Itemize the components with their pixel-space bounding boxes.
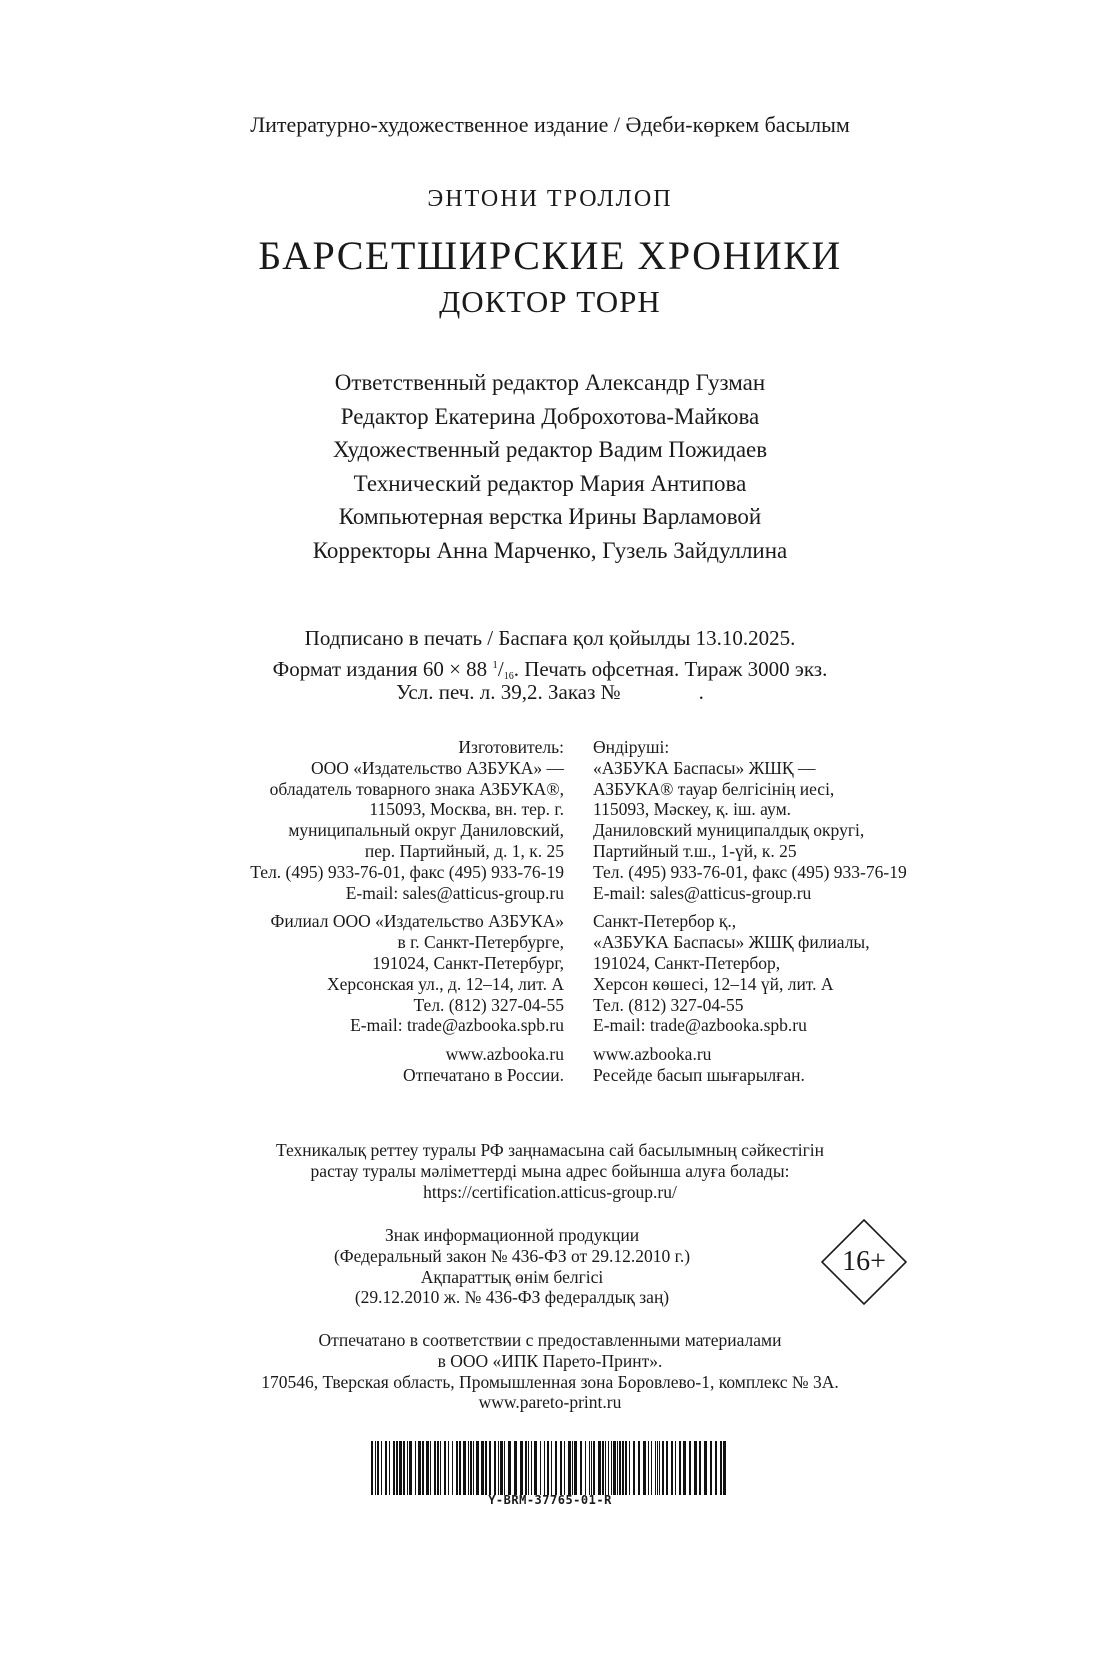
info-mark-line: Знак информационной продукции (384, 1225, 640, 1245)
barcode-bar (572, 1441, 573, 1495)
barcode-bar (613, 1441, 616, 1495)
barcode-bar (498, 1441, 499, 1495)
barcode-bar (463, 1441, 466, 1495)
barcode-bar (531, 1441, 532, 1495)
barcode-bar (710, 1441, 712, 1495)
branch-ru-line: Филиал ООО «Издательство АЗБУКА» (270, 911, 564, 932)
barcode-bar (399, 1441, 402, 1495)
format-denominator: 16 (503, 671, 514, 682)
barcode-bar (459, 1441, 461, 1495)
format-suffix: . Печать офсетная. Тираж 3000 экз. (513, 657, 828, 681)
branch-kz-line: «АЗБУКА Баспасы» ЖШҚ филиалы, (593, 932, 870, 953)
barcode-bar (683, 1441, 686, 1495)
barcode-bar (675, 1441, 676, 1495)
barcode-bar (720, 1441, 722, 1495)
barcode-bar (551, 1441, 552, 1495)
barcode-bar (591, 1441, 592, 1495)
barcode (371, 1441, 728, 1495)
format-prefix: Формат издания 60 × 88 (272, 657, 488, 681)
barcode-bar (694, 1441, 697, 1495)
barcode-bar (679, 1441, 681, 1495)
series-title: БАРСЕТШИРСКИЕ ХРОНИКИ (258, 233, 842, 278)
manufacturer-ru-line: Тел. (495) 933-76-01, факс (495) 933-76-19 (250, 861, 564, 882)
barcode-bar (585, 1441, 586, 1495)
manufacturer-ru-line: E-mail: sales@atticus-group.ru (345, 882, 564, 903)
manufacturer-kz-line: Өндіруші: (593, 737, 670, 757)
barcode-bar (568, 1441, 571, 1495)
branch-ru-line: в г. Санкт-Петербурге, (397, 932, 564, 953)
barcode-bar (393, 1441, 395, 1495)
barcode-bar (481, 1441, 484, 1495)
barcode-bar (659, 1441, 660, 1495)
barcode-bar (385, 1441, 387, 1495)
barcode-bar (602, 1441, 604, 1495)
certification-url: https://certification.atticus-group.ru/ (423, 1181, 677, 1202)
barcode-bar (651, 1441, 652, 1495)
credit-line: Ответственный редактор Александр Гузман (334, 370, 766, 395)
barcode-bar (371, 1441, 373, 1495)
barcode-bar (671, 1441, 673, 1495)
printer-line: 170546, Тверская область, Промышленная зона Боровлево-1, комплекс № 3А. (261, 1371, 839, 1392)
barcode-bar (476, 1441, 479, 1495)
format-line (0, 652, 1100, 682)
format-numerator: 1 (492, 659, 498, 671)
barcode-bar (534, 1441, 537, 1495)
manufacturer-ru-line: Изготовитель: (458, 737, 564, 757)
manufacturer-kz-line: Тел. (495) 933-76-01, факс (495) 933-76-19 (593, 861, 907, 882)
print-info (0, 625, 1100, 706)
manufacturer-ru-line: муниципальный округ Даниловский, (288, 820, 564, 841)
barcode-bar (625, 1441, 627, 1495)
barcode-bar (426, 1441, 429, 1495)
barcode-bar (540, 1441, 541, 1495)
barcode-bar (598, 1441, 601, 1495)
barcode-bar (638, 1441, 640, 1495)
barcode-bar (473, 1441, 474, 1495)
manufacturer-kz-line: 115093, Мәскеу, қ. іш. аум. (593, 799, 792, 820)
manufacturer-kz-line: АЗБУКА® тауар белгісінің иесі, (593, 778, 835, 799)
barcode-bar (407, 1441, 408, 1495)
barcode-bar (377, 1441, 379, 1495)
barcode-bar (589, 1441, 590, 1495)
barcode-bar (448, 1441, 449, 1495)
branch-ru-line: E-mail: trade@azbooka.spb.ru (350, 1015, 564, 1036)
manufacturer-kz-line: E-mail: sales@atticus-group.ru (593, 882, 812, 903)
branch-kz-line: Санкт-Петербор қ., (593, 911, 737, 932)
barcode-bar (489, 1441, 491, 1495)
certification-line: растау туралы мәліметтерді мына адрес бойынша алуға болады: (310, 1160, 790, 1181)
barcode-bar (381, 1441, 382, 1495)
barcode-bar (564, 1441, 565, 1495)
barcode-bar (468, 1441, 469, 1495)
barcode-bar (494, 1441, 496, 1495)
barcode-bar (723, 1441, 726, 1495)
website-ru: www.azbooka.ru (445, 1044, 564, 1065)
credit-line: Технический редактор Мария Антипова (353, 470, 747, 496)
printer-url: www.pareto-print.ru (478, 1392, 622, 1413)
barcode-bar (403, 1441, 405, 1495)
branch-kz-line: Херсон көшесі, 12–14 үй, лит. А (593, 973, 834, 994)
book-title: ДОКТОР ТОРН (439, 284, 661, 319)
barcode-bar (555, 1441, 557, 1495)
barcode-bar (422, 1441, 424, 1495)
barcode-bar (704, 1441, 707, 1495)
barcode-bar (508, 1441, 511, 1495)
barcode-bar (514, 1441, 517, 1495)
barcode-bar (648, 1441, 649, 1495)
certification-block (0, 1140, 1100, 1202)
credit-line: Редактор Екатерина Доброхотова-Майкова (340, 403, 760, 429)
barcode-bar (500, 1441, 503, 1495)
sheets-suffix: . (698, 680, 704, 704)
sheets-line (0, 679, 1100, 706)
barcode-bar (655, 1441, 656, 1495)
format-slash: / (497, 657, 504, 681)
manufacturer-ru-line: обладатель товарного знака АЗБУКА®, (269, 778, 564, 799)
barcode-bar (662, 1441, 664, 1495)
manufacturer-ru-line: пер. Партийный, д. 1, к. 25 (364, 840, 564, 861)
signed-line: Подписано в печать / Баспаға қол қойылды 13.10.2025. (304, 626, 796, 650)
author-name: ЭНТОНИ ТРОЛЛОП (427, 186, 673, 212)
barcode-bar (580, 1441, 582, 1495)
barcode-bar (629, 1441, 630, 1495)
barcode-bar (430, 1441, 431, 1495)
manufacturer-ru-line: 115093, Москва, вн. тер. г. (369, 799, 564, 820)
website-kz: www.azbooka.ru (593, 1044, 712, 1065)
barcode-bar (415, 1441, 416, 1495)
manufacturer-ru-line: ООО «Издательство АЗБУКА» — (310, 757, 564, 778)
barcode-bar (643, 1441, 646, 1495)
manufacturer-kz-line: Партийный т.ш., 1-үй, к. 25 (593, 840, 797, 861)
barcode-bar (611, 1441, 612, 1495)
branch-ru-line: Херсонская ул., д. 12–14, лит. А (326, 973, 564, 994)
barcode-bar (396, 1441, 398, 1495)
sheets-prefix: Усл. печ. л. 39,2. Заказ № (396, 680, 621, 704)
barcode-bar (470, 1441, 472, 1495)
barcode-bar (715, 1441, 717, 1495)
barcode-bar (444, 1441, 446, 1495)
barcode-bar (666, 1441, 668, 1495)
barcode-bar (657, 1441, 658, 1495)
barcode-bar (593, 1441, 595, 1495)
barcode-bar (440, 1441, 441, 1495)
printed-in-kz: Ресейде басып шығарылған. (593, 1064, 805, 1085)
age-rating-label: 16+ (842, 1246, 886, 1277)
barcode-bar (608, 1441, 609, 1495)
manufacturer-kz-line: Даниловский муниципалдық округі, (593, 820, 865, 841)
barcode-bar (699, 1441, 701, 1495)
barcode-bar (375, 1441, 376, 1495)
barcode-bar (574, 1441, 577, 1495)
barcode-bar (547, 1441, 549, 1495)
credits-block (0, 366, 1100, 567)
credit-line: Компьютерная верстка Ирины Варламовой (338, 504, 762, 529)
info-mark-line: (29.12.2010 ж. № 436-ФЗ федералдық заң) (354, 1287, 670, 1308)
barcode-bar (452, 1441, 453, 1495)
printer-block (0, 1330, 1100, 1413)
credit-line: Корректоры Анна Марченко, Гузель Зайдуллина (312, 537, 788, 563)
edition-type: Литературно-художественное издание / Әдеби-көркем басылым (250, 112, 850, 137)
barcode-bar (528, 1441, 529, 1495)
barcode-bar (622, 1441, 624, 1495)
barcode-bar (485, 1441, 487, 1495)
barcode-code: Y-BRM-37765-01-R (488, 1493, 612, 1507)
branch-kz-line: 191024, Санкт-Петербор, (593, 952, 781, 973)
barcode-bar (418, 1441, 421, 1495)
printer-line: в ООО «ИПК Парето-Принт». (437, 1350, 663, 1371)
credit-line: Художественный редактор Вадим Пожидаев (332, 437, 768, 462)
barcode-bar (434, 1441, 436, 1495)
barcode-bar (504, 1441, 505, 1495)
barcode-bar (525, 1441, 527, 1495)
printer-line: Отпечатано в соответствии с предоставленными материалами (318, 1330, 782, 1350)
barcode-bar (520, 1441, 523, 1495)
barcode-bar (633, 1441, 635, 1495)
branch-kz-line: Тел. (812) 327-04-55 (593, 994, 744, 1015)
barcode-bar (389, 1441, 390, 1495)
barcode-bar (437, 1441, 439, 1495)
info-mark-line: (Федеральный закон № 436-ФЗ от 29.12.2010 г.) (333, 1245, 691, 1266)
barcode-bar (619, 1441, 621, 1495)
branch-ru-line: 191024, Санкт-Петербург, (372, 952, 564, 973)
certification-line: Техникалық реттеу туралы РФ заңнамасына сай басылымның сәйкестігін (275, 1140, 825, 1160)
barcode-bar (560, 1441, 562, 1495)
info-mark-line: Ақпараттық өнім белгісі (420, 1266, 604, 1287)
branch-ru-line: Тел. (812) 327-04-55 (413, 994, 564, 1015)
manufacturer-kz-line: «АЗБУКА Баспасы» ЖШҚ — (593, 757, 816, 778)
barcode-bar (689, 1441, 691, 1495)
manufacturer-kz (593, 737, 907, 1086)
barcode-bar (544, 1441, 545, 1495)
barcode-bar (409, 1441, 412, 1495)
barcode-bar (456, 1441, 458, 1495)
barcode-bar (605, 1441, 606, 1495)
manufacturer-ru (250, 737, 564, 1086)
branch-kz-line: E-mail: trade@azbooka.spb.ru (593, 1015, 807, 1036)
barcode-bar (617, 1441, 618, 1495)
printed-in-ru: Отпечатано в России. (403, 1064, 564, 1085)
